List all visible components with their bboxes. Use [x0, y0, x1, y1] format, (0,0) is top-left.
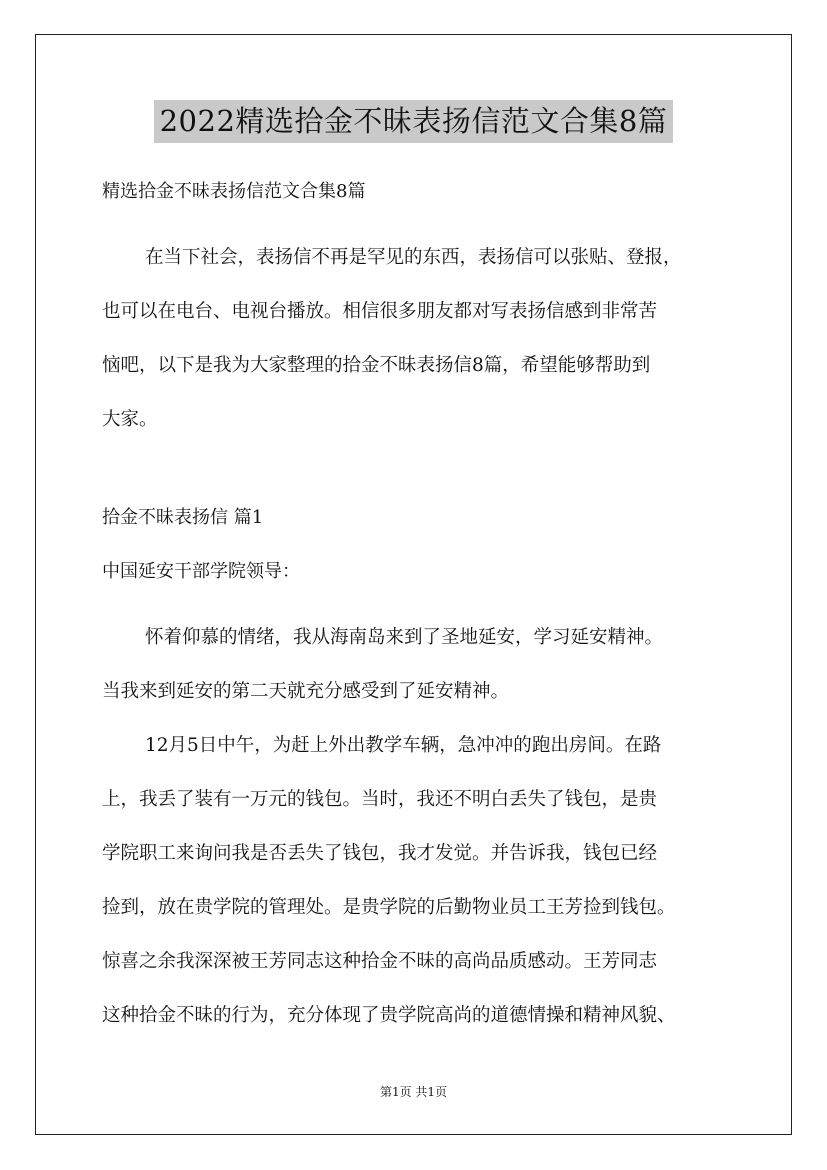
body-line: 惊喜之余我深深被王芳同志这种拾金不昧的高尚品质感动。王芳同志: [102, 951, 658, 972]
body-line: 捡到，放在贵学院的管理处。是贵学院的后勤物业员工王芳捡到钱包。: [102, 897, 676, 918]
document-title: 2022精选拾金不昧表扬信范文合集8篇: [154, 100, 674, 143]
page-footer: 第1页 共1页: [379, 1085, 448, 1099]
document-subtitle: 精选拾金不昧表扬信范文合集8篇: [102, 181, 366, 202]
title-container: [0, 100, 827, 143]
intro-line: 大家。: [102, 409, 158, 430]
body-line: 当我来到延安的第二天就充分感受到了延安精神。: [102, 681, 510, 702]
intro-line: 在当下社会，表扬信不再是罕见的东西，表扬信可以张贴、登报，: [145, 247, 682, 268]
intro-paragraph: [102, 231, 742, 447]
body-paragraph-1: [102, 611, 742, 719]
section-heading: 拾金不昧表扬信 篇1: [102, 507, 264, 528]
body-line: 怀着仰慕的情绪，我从海南岛来到了圣地延安，学习延安精神。: [145, 627, 664, 648]
intro-line: 也可以在电台、电视台播放。相信很多朋友都对写表扬信感到非常苦: [102, 301, 658, 322]
intro-line: 恼吧，以下是我为大家整理的拾金不昧表扬信8篇，希望能够帮助到: [102, 355, 651, 376]
body-line: 这种拾金不昧的行为，充分体现了贵学院高尚的道德情操和精神风貌、: [102, 1005, 676, 1026]
body-line: 12月5日中午，为赶上外出教学车辆，急冲冲的跑出房间。在路: [145, 735, 662, 756]
letter-greeting: 中国延安干部学院领导：: [102, 561, 300, 582]
body-line: 学院职工来询问我是否丢失了钱包，我才发觉。并告诉我，钱包已经: [102, 843, 658, 864]
body-paragraph-2: [102, 719, 742, 1043]
body-line: 上，我丢了装有一万元的钱包。当时，我还不明白丢失了钱包，是贵: [102, 789, 658, 810]
